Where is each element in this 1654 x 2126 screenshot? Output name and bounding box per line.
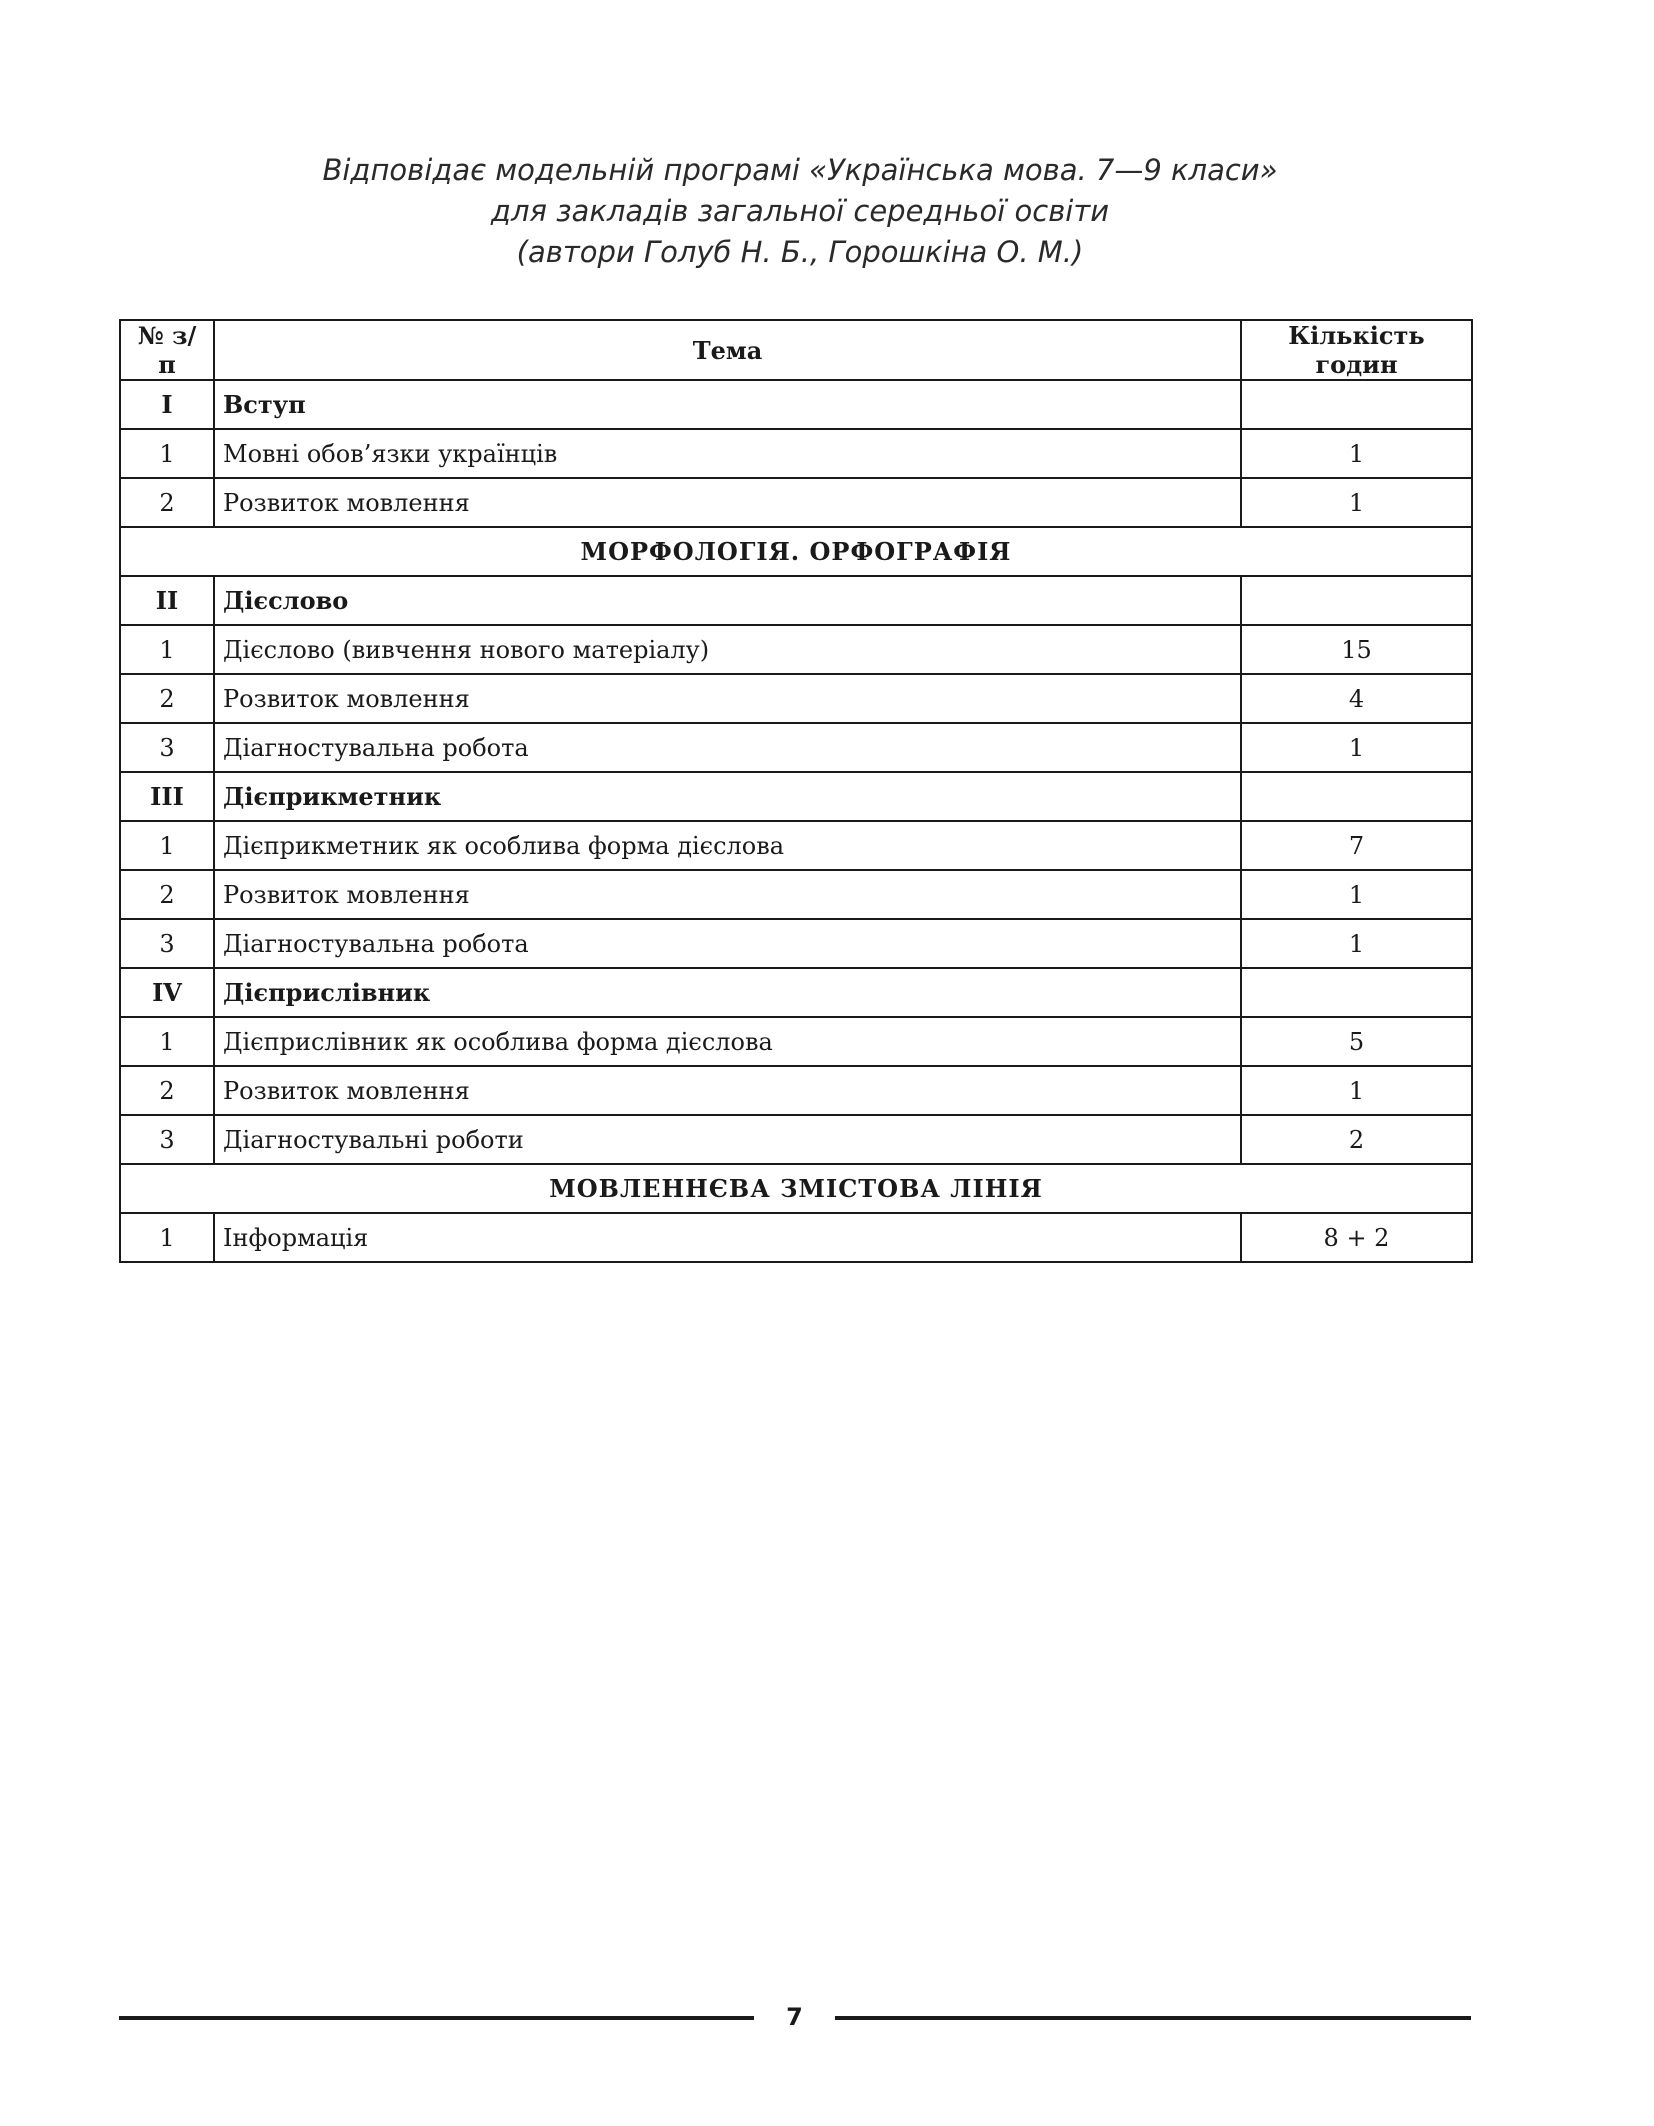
table-row	[120, 919, 1472, 968]
row-topic: Розвиток мовлення	[214, 478, 1241, 527]
row-hours: 4	[1241, 674, 1472, 723]
row-number: IV	[120, 968, 214, 1017]
row-topic: Інформація	[214, 1213, 1241, 1262]
table-section-row	[120, 380, 1472, 429]
row-number: 1	[120, 625, 214, 674]
row-hours: 5	[1241, 1017, 1472, 1066]
row-number: 3	[120, 1115, 214, 1164]
row-topic: Діагностувальні роботи	[214, 1115, 1241, 1164]
table-body	[120, 380, 1472, 1262]
table-row	[120, 1115, 1472, 1164]
table-divider-row	[120, 527, 1472, 576]
page-number: 7	[786, 2003, 803, 2031]
header-hours: Кількість годин	[1241, 320, 1472, 380]
row-hours: 1	[1241, 1066, 1472, 1115]
row-number: II	[120, 576, 214, 625]
table-row	[120, 1213, 1472, 1262]
row-hours: 1	[1241, 723, 1472, 772]
row-topic: Діагностувальна робота	[214, 723, 1241, 772]
row-topic: Діагностувальна робота	[214, 919, 1241, 968]
row-number: 1	[120, 821, 214, 870]
row-number: 1	[120, 1213, 214, 1262]
row-topic: Розвиток мовлення	[214, 1066, 1241, 1115]
row-hours	[1241, 380, 1472, 429]
table-divider-row	[120, 1164, 1472, 1213]
row-number: III	[120, 772, 214, 821]
row-number: 2	[120, 870, 214, 919]
row-number: 1	[120, 429, 214, 478]
header-topic: Тема	[214, 320, 1241, 380]
table-row	[120, 625, 1472, 674]
row-number: 2	[120, 478, 214, 527]
row-hours: 15	[1241, 625, 1472, 674]
divider-heading: МОВЛЕННЄВА ЗМІСТОВА ЛІНІЯ	[120, 1164, 1472, 1213]
program-note-line-1: Відповідає модельній програмі «Українська мова. 7—9 класи»	[322, 153, 1278, 187]
row-topic: Дієслово	[214, 576, 1241, 625]
program-note	[0, 150, 1600, 273]
row-hours	[1241, 968, 1472, 1017]
row-number: 1	[120, 1017, 214, 1066]
row-topic: Дієприслівник	[214, 968, 1241, 1017]
row-topic: Мовні обов’язки українців	[214, 429, 1241, 478]
curriculum-table	[119, 319, 1473, 1263]
row-topic: Розвиток мовлення	[214, 674, 1241, 723]
row-hours: 1	[1241, 919, 1472, 968]
row-number: 3	[120, 723, 214, 772]
row-hours: 8 + 2	[1241, 1213, 1472, 1262]
row-hours: 1	[1241, 429, 1472, 478]
row-topic: Розвиток мовлення	[214, 870, 1241, 919]
table-section-row	[120, 772, 1472, 821]
row-number: 3	[120, 919, 214, 968]
row-hours: 1	[1241, 870, 1472, 919]
table-row	[120, 723, 1472, 772]
row-topic: Дієприкметник	[214, 772, 1241, 821]
table-row	[120, 429, 1472, 478]
table-row	[120, 1066, 1472, 1115]
row-topic: Дієприслівник як особлива форма дієслова	[214, 1017, 1241, 1066]
table-row	[120, 674, 1472, 723]
row-number: 2	[120, 674, 214, 723]
row-topic: Вступ	[214, 380, 1241, 429]
page-footer	[119, 2002, 1471, 2032]
table-row	[120, 1017, 1472, 1066]
table-section-row	[120, 968, 1472, 1017]
row-hours	[1241, 576, 1472, 625]
table-section-row	[120, 576, 1472, 625]
row-topic: Дієприкметник як особлива форма дієслова	[214, 821, 1241, 870]
row-hours: 1	[1241, 478, 1472, 527]
table-header-row	[120, 320, 1472, 380]
program-note-line-2: для закладів загальної середньої освіти	[490, 194, 1110, 228]
table-row	[120, 478, 1472, 527]
program-note-line-3: (автори Голуб Н. Б., Горошкіна О. М.)	[516, 235, 1084, 269]
table-row	[120, 821, 1472, 870]
row-hours: 7	[1241, 821, 1472, 870]
divider-heading: МОРФОЛОГІЯ. ОРФОГРАФІЯ	[120, 527, 1472, 576]
row-hours	[1241, 772, 1472, 821]
row-topic: Дієслово (вивчення нового матеріалу)	[214, 625, 1241, 674]
footer-rule-right	[835, 2016, 1471, 2020]
table-row	[120, 870, 1472, 919]
row-number: I	[120, 380, 214, 429]
row-hours: 2	[1241, 1115, 1472, 1164]
header-number: № з/п	[120, 320, 214, 380]
row-number: 2	[120, 1066, 214, 1115]
footer-rule-left	[119, 2016, 754, 2020]
